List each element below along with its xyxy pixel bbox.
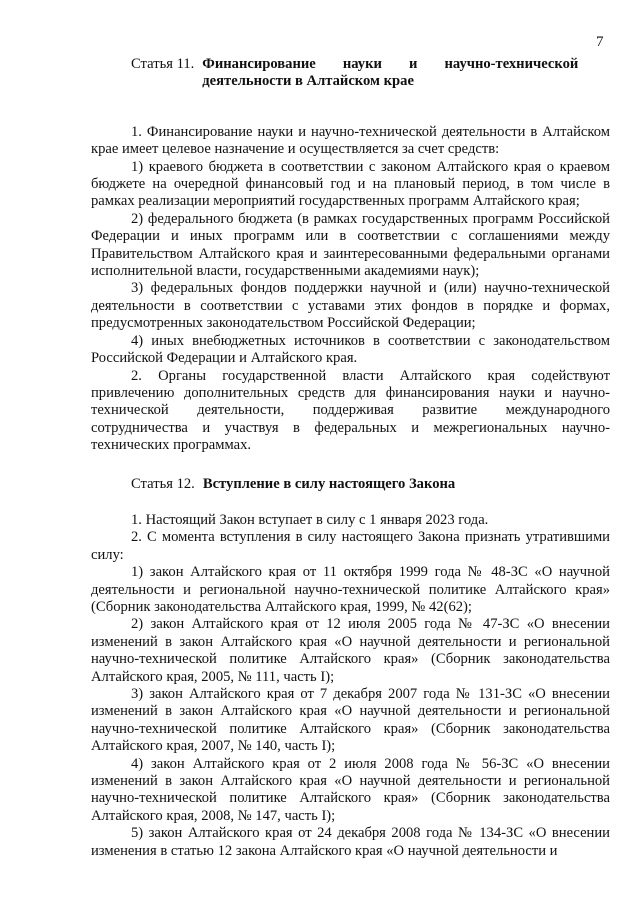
article-11-title xyxy=(202,56,578,91)
article-11-number: Статья 11. xyxy=(131,56,195,72)
article-12-item-1: 1) закон Алтайского края от 11 октября 1999 года № 48-ЗС «О научной деятельности и региональной научно-технической политике Алтайского края» (Сборник законодательства Алтайского края, 1999, № 42(62); xyxy=(91,564,610,615)
article-12-paragraph-1: 1. Настоящий Закон вступает в силу с 1 января 2023 года. xyxy=(131,511,489,528)
article-11-title-line1: Финансирование науки и научно-технической xyxy=(202,56,579,72)
article-11-paragraph-2: 2. Органы государственной власти Алтайского края содействуют привлечению дополнительных средств для финансирования науки и научно-технической деятельности, поддерживая развитие международного сотрудничества и участвуя в федеральных и межрегиональных научно-технических программах. xyxy=(91,367,610,454)
article-12-number: Статья 12. xyxy=(131,475,195,492)
article-12-paragraph-2: 2. С момента вступления в силу настоящего Закона признать утратившими силу: xyxy=(91,529,610,563)
article-11-item-2: 2) федерального бюджета (в рамках государственных программ Российской Федерации и иных программ или в соответствии с соглашениями между Правительством Алтайского края и заинтересованными федеральными органами исполнительной власти, государственными академиями наук); xyxy=(91,210,610,280)
article-11-item-1: 1) краевого бюджета в соответствии с законом Алтайского края о краевом бюджете на очередной финансовый год и на плановый период, в том числе в рамках реализации мероприятий государственных программ Алтайского края; xyxy=(91,158,610,210)
article-11-item-3: 3) федеральных фондов поддержки научной и (или) научно-технической деятельности в соответствии с уставами этих фондов в порядке и формах, предусмотренных законодательством Российской Федерации; xyxy=(91,280,610,332)
article-12-item-4: 4) закон Алтайского края от 2 июля 2008 года № 56-ЗС «О внесении изменений в закон Алтайского края «О научной деятельности и региональной научно-технической политике Алтайского края» (Сборник законодательства Алтайского края, 2008, № 147, часть I); xyxy=(91,755,610,824)
article-11-paragraph-1: 1. Финансирование науки и научно-технической деятельности в Алтайском крае имеет целевое назначение и осуществляется за счет средств: xyxy=(91,123,610,158)
article-12-item-2: 2) закон Алтайского края от 12 июля 2005 года № 47-ЗС «О внесении изменений в закон Алтайского края «О научной деятельности и региональной научно-технической политике Алтайского края» (Сборник законодательства Алтайского края, 2005, № 111, часть I); xyxy=(91,616,610,685)
page-number: 7 xyxy=(596,34,604,50)
article-11-item-4: 4) иных внебюджетных источников в соответствии с законодательством Российской Федерации и Алтайского края. xyxy=(91,332,610,367)
article-12-item-5: 5) закон Алтайского края от 24 декабря 2008 года № 134-ЗС «О внесении изменения в статью 12 закона Алтайского края «О научной деятельности и xyxy=(91,825,610,859)
article-11-title-line2: деятельности в Алтайском крае xyxy=(202,73,414,90)
article-12-heading xyxy=(91,476,610,493)
article-12-item-3: 3) закон Алтайского края от 7 декабря 2007 года № 131-ЗС «О внесении изменений в закон Алтайского края «О научной деятельности и региональной научно-технической политике Алтайского края» (Сборник законодательства Алтайского края, 2007, № 140, часть I); xyxy=(91,686,610,755)
document-body xyxy=(91,56,610,860)
article-12-title: Вступление в силу настоящего Закона xyxy=(202,475,456,492)
article-11-heading xyxy=(91,56,610,91)
